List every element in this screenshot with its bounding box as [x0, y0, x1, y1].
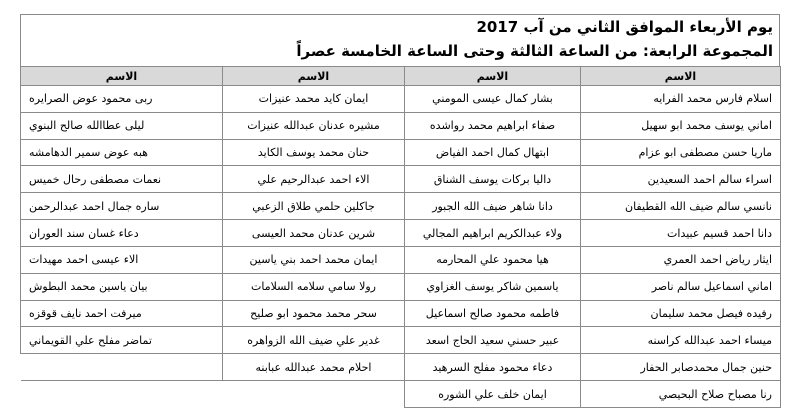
table-row [21, 139, 781, 166]
table-cell: مشيره عدنان عبدالله عنيزات [223, 112, 405, 139]
header-row [21, 67, 781, 86]
table-cell: شرين عدنان محمد العيسى [223, 220, 405, 247]
table-cell: غدير علي ضيف الله الزواهره [223, 327, 405, 354]
column-header: الاسم [21, 67, 223, 86]
table-cell: نعمات مصطفى رحال خميس [21, 166, 223, 193]
table-cell: ايثار رياض احمد العمري [581, 246, 781, 273]
table-row [21, 381, 781, 408]
table-row [21, 166, 781, 193]
table-cell: بشار كمال عيسى المومني [405, 86, 581, 113]
table-cell: حنين جمال محمدصابر الحفار [581, 354, 781, 381]
table-cell: جاكلين حلمي طلاق الزعبي [223, 193, 405, 220]
table-cell: اسراء سالم احمد السعيدين [581, 166, 781, 193]
table-row [21, 273, 781, 300]
column-header: الاسم [405, 67, 581, 86]
table-cell: حنان محمد يوسف الكايد [223, 139, 405, 166]
table-cell: دعاء محمود مفلح السرهيد [405, 354, 581, 381]
table-cell: احلام محمد عبدالله عبابنه [223, 354, 405, 381]
table-cell: هيا محمود علي المحارمه [405, 246, 581, 273]
table-cell: هبه عوض سمير الدهامشه [21, 139, 223, 166]
title-block [20, 14, 780, 66]
title-date: يوم الأربعاء الموافق الثاني من آب 2017 [476, 18, 773, 36]
table-cell: رنا مصباح صلاح البحيصي [581, 381, 781, 408]
table-cell: ياسمين شاكر يوسف الغزاوي [405, 273, 581, 300]
table-row [21, 220, 781, 247]
table-row [21, 112, 781, 139]
table-cell: ايمان خلف علي الشوره [405, 381, 581, 408]
table-cell: نانسي سالم ضيف الله القطيفان [581, 193, 781, 220]
table-cell: سحر محمد محمود ابو صليح [223, 300, 405, 327]
table-cell: ايمان كايد محمد عنيزات [223, 86, 405, 113]
table-cell: ربى محمود عوض الصرايره [21, 86, 223, 113]
table-cell-empty [223, 381, 405, 408]
table-cell: عبير حسني سعيد الحاج اسعد [405, 327, 581, 354]
title-group-time: المجموعة الرابعة: من الساعة الثالثة وحتى الساعة الخامسة عصراً [296, 42, 773, 60]
table-cell: اماني يوسف محمد ابو سهيل [581, 112, 781, 139]
table-cell: صفاء ابراهيم محمد رواشده [405, 112, 581, 139]
column-header: الاسم [223, 67, 405, 86]
column-header: الاسم [581, 67, 781, 86]
table-row [21, 86, 781, 113]
table-cell: ايمان محمد احمد بني ياسين [223, 246, 405, 273]
table-cell: دانا شاهر ضيف الله الجبور [405, 193, 581, 220]
table-cell: ساره جمال احمد عبدالرحمن [21, 193, 223, 220]
table-cell-empty [21, 381, 223, 408]
table-cell: الاء احمد عبدالرحيم علي [223, 166, 405, 193]
table-cell: رولا سامي سلامه السلامات [223, 273, 405, 300]
table-row [21, 354, 781, 381]
table-row [21, 193, 781, 220]
table-cell-empty [21, 354, 223, 381]
table-cell: اماني اسماعيل سالم ناصر [581, 273, 781, 300]
table-cell: بيان ياسين محمد البطوش [21, 273, 223, 300]
table-row [21, 246, 781, 273]
names-table [20, 66, 781, 408]
table-cell: داليا بركات يوسف الشناق [405, 166, 581, 193]
table-cell: دانا احمد قسيم عبيدات [581, 220, 781, 247]
table-row [21, 327, 781, 354]
table-row [21, 300, 781, 327]
table-cell: ميرفت احمد نايف قوقزه [21, 300, 223, 327]
table-cell: اسلام فارس محمد الفرايه [581, 86, 781, 113]
table-cell: ميساء احمد عبدالله كراسنه [581, 327, 781, 354]
table-cell: رفيده فيصل محمد سليمان [581, 300, 781, 327]
table-cell: ابتهال كمال احمد الفياض [405, 139, 581, 166]
table-cell: دعاء غسان سند العوران [21, 220, 223, 247]
table-cell: تماضر مفلح علي القويماني [21, 327, 223, 354]
table-cell: فاطمه محمود صالح اسماعيل [405, 300, 581, 327]
table-cell: ماريا حسن مصطفى ابو عزام [581, 139, 781, 166]
table-cell: ولاء عبدالكريم ابراهيم المجالي [405, 220, 581, 247]
table-cell: ليلى عطاالله صالح البنوي [21, 112, 223, 139]
table-cell: الاء عيسى احمد مهيدات [21, 246, 223, 273]
